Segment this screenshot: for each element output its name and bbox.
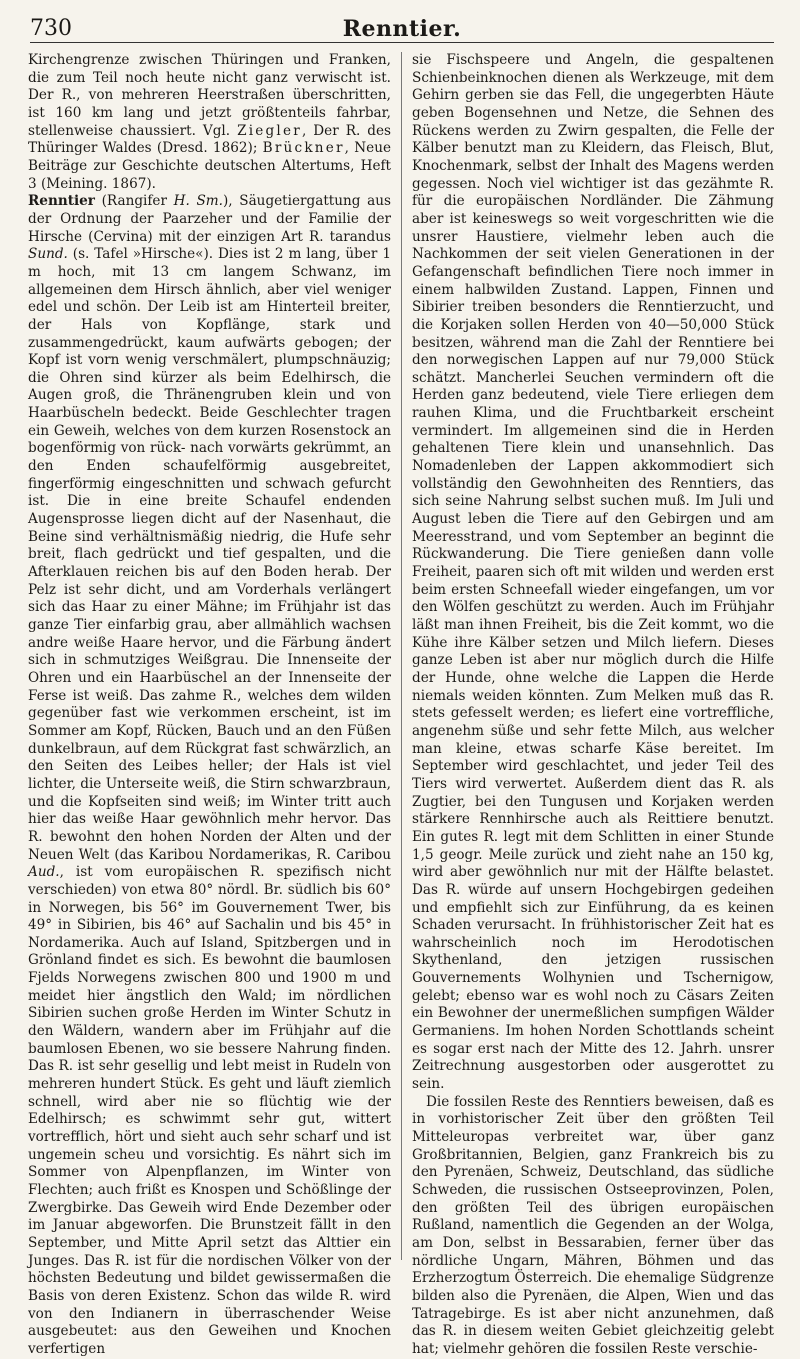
left-column bbox=[28, 52, 391, 1359]
author-name: Ziegler bbox=[237, 122, 302, 139]
paragraph-text: ), Säugetiergattung aus der Ordnung der Paarzeher und der Familie der Hirsche (Cervina) mit der einzigen Art R. tarandus bbox=[28, 193, 391, 245]
entry-continuation-paragraph bbox=[28, 52, 391, 193]
running-head: Renntier. bbox=[342, 16, 462, 42]
author-abbrev: Sund. bbox=[28, 246, 68, 263]
right-column bbox=[412, 52, 774, 1359]
paragraph-text: , Der R. des Thüringer Waldes (Dresd. 1862); bbox=[28, 122, 391, 157]
paragraph-text: , Neue Beiträge zur Geschichte deutschen Altertums, Heft 3 (Meining. 1867). bbox=[28, 140, 391, 192]
paragraph-text: (s. Tafel »Hirsche«). Dies ist 2 m lang, über 1 m hoch, mit 13 cm langem Schwanz, im allgemeinen dem Hirsch ähnlich, aber viel weniger edel und schön. Der Leib ist am Hinterteil breiter, der Hals von Kopflänge, stark und zusammengedrückt, kaum aufwärts gebogen; der Kopf ist vorn wenig verschmälert, plumpschnäuzig; die Ohren sind kürzer als beim Edelhirsch, die Augen groß, die Thränengruben klein und von Haarbüscheln bedeckt. Beide Geschlechter tragen ein Geweih, welches von dem kurzen Rosenstock an bogenförmig von rück- nach vorwärts gekrümmt, an den Enden schaufelförmig ausgebreitet, fingerförmig eingeschnitten und schwach gefurcht ist. Die in eine breite Schaufel endenden Augensprosse liegen dicht auf der Nasenhaut, die Beine sind verhältnismäßig niedrig, die Hufe sehr breit, flach gedrückt und tief gespalten, und die Afterklauen reichen bis auf den Boden herab. Der Pelz ist sehr dicht, und am Vorderhals verlängert sich das Haar zu einer Mähne; im Frühjahr ist das ganze Tier einfarbig grau, aber allmählich wachsen andre weiße Haare hervor, und die Färbung ändert sich in schmutziges Weißgrau. Die Innenseite der Ohren und ein Haarbüschel an der Innenseite der Ferse ist weiß. Das zahme R., welches dem wilden gegenüber fast wie verkommen erscheint, ist im Sommer am Kopf, Rücken, Bauch und an den Füßen dunkelbraun, auf dem Rückgrat fast schwärzlich, an den Seiten des Leibes heller; der Hals ist viel lichter, die Unterseite weiß, die Stirn schwarzbraun, und die Kopfseiten sind weiß; im Winter tritt auch hier das weiße Haar gewöhnlich mehr hervor. Das R. bewohnt den hohen Norden der Alten und der Neuen Welt (das Karibou Nordamerikas, R. Caribou bbox=[28, 246, 391, 863]
fossil-remains-paragraph: Die fossilen Reste des Renntiers beweisen, daß es in vorhistorischer Zeit über den größten Teil Mitteleuropas verbreitet war, über ganz Großbritannien, Belgien, ganz Frankreich bis zu den Pyrenäen, Schweiz, Deutschland, das südliche Schweden, die russischen Ostseeprovinzen, Polen, den größten Teil des übrigen europäischen Rußland, namentlich die Gegenden an der Wolga, am Don, selbst in Bessarabien, ferner über das nördliche Ungarn, Mähren, Böhmen und das Erzherzogtum Österreich. Die ehemalige Südgrenze bilden also die Pyrenäen, die Alpen, Wien und das Tatragebirge. Es ist aber nicht anzunehmen, daß das R. in diesem weiten Gebiet gleichzeitig gelebt hat; vielmehr gehören die fossilen Reste verschie- bbox=[412, 1093, 774, 1357]
entry-renntier bbox=[28, 193, 391, 1358]
page-number: 730 bbox=[30, 16, 72, 41]
author-abbrev: H. Sm. bbox=[173, 193, 223, 210]
paragraph-text: , ist vom europäischen R. spezifisch nicht verschieden) von etwa 80° nördl. Br. südlich bis 60° in Norwegen, bis 56° im Gouvernement Twer, bis 49° in Sibirien, bis 46° auf Sachalin und bis 45° in Nordamerika. Auch auf Island, Spitzbergen und in Grönland findet es sich. Es bewohnt die baumlosen Fjelds Norwegens zwischen 800 und 1900 m und meidet hier ängstlich den Wald; im nördlichen Sibirien suchen große Herden im Winter Schutz in den Wäldern, wandern aber im Frühjahr auf die baumlosen Ebenen, wo sie bessere Nahrung finden. Das R. ist sehr gesellig und lebt meist in Rudeln von mehreren hundert Stück. Es geht und läuft ziemlich schnell, wird aber nie so flüchtig wie der Edelhirsch; es schwimmt sehr gut, wittert vortrefflich, hört und sieht auch sehr scharf und ist ungemein scheu und vorsichtig. Es nährt sich im Sommer von Alpenpflanzen, im Winter von Flechten; auch frißt es Knospen und Schößlinge der Zwergbirke. Das Geweih wird Ende Dezember oder im Januar abgeworfen. Die Brunstzeit fällt in den September, und Mitte April setzt das Alttier ein Junges. Das R. ist für die nordischen Völker von der höchsten Bedeutung und bildet gewissermaßen die Basis von deren Existenz. Schon das wilde R. wird von den Indianern in überraschender Weise ausgebeutet: aus den Geweihen und Knochen verfertigen bbox=[28, 864, 391, 1357]
column-divider bbox=[401, 52, 402, 1260]
entry-lemma: Renntier bbox=[28, 193, 95, 210]
author-name: Brückner bbox=[262, 140, 345, 157]
header-rule bbox=[30, 42, 774, 43]
paragraph-text: (Rangifer bbox=[94, 193, 174, 210]
paragraph-text: Kirchengrenze zwischen Thüringen und Franken, die zum Teil noch heute nicht ganz verwischt ist. Der R., von mehreren Heerstraßen überschritten, ist 160 km lang und jetzt größtenteils fahrbar, stellenweise chaussiert. Vgl. bbox=[28, 52, 391, 139]
author-abbrev: Aud. bbox=[28, 864, 60, 881]
entry-continuation-paragraph: sie Fischspeere und Angeln, die gespaltenen Schienbeinknochen dienen als Werkzeuge, mit dem Gehirn gerben sie das Fell, die ungegerbten Häute geben Bogensehnen und Netze, die Sehnen des Rückens werden zu Zwirn gespalten, die Felle der Kälber benutzt man zu Kleidern, das Fleisch, Blut, Knochenmark, selbst der Inhalt des Magens werden gegessen. Noch viel wichtiger ist das gezähmte R. für die europäischen Nordländer. Die Zähmung aber ist keineswegs so weit vorgeschritten wie die unsrer Haustiere, vielmehr leben auch die Nachkommen der seit vielen Generationen in der Gefangenschaft befindlichen Tiere noch immer in einem halbwilden Zustand. Lappen, Finnen und Sibirier treiben besonders die Renntierzucht, und die Korjaken sollen Herden von 40—50,000 Stück besitzen, während man die Zahl der Renntiere bei den norwegischen Lappen auf nur 79,000 Stück schätzt. Mancherlei Seuchen vermindern oft die Herden ganz bedeutend, viele Tiere erliegen dem rauhen Klima, und die Fruchtbarkeit erscheint vermindert. Im allgemeinen sind die in Herden gehaltenen Tiere klein und unansehnlich. Das Nomadenleben der Lappen akkommodiert sich vollständig den Gewohnheiten des Renntiers, das sich seine Nahrung selbst suchen muß. Im Juli und August leben die Tiere auf den Gebirgen und am Meeresstrand, und vom September an beginnt die Rückwanderung. Die Tiere genießen dann volle Freiheit, paaren sich oft mit wilden und werden erst beim ersten Schneefall wieder eingefangen, um vor den Wölfen geschützt zu werden. Auch im Frühjahr läßt man ihnen Freiheit, bis die Zeit kommt, wo die Kühe ihre Kälber setzen und Milch liefern. Dieses ganze Leben ist aber nur möglich durch die Hilfe der Hunde, ohne welche die Lappen die Herde niemals weiden könnten. Zum Melken muß das R. stets gefesselt werden; es liefert eine vortreffliche, angenehm süße und sehr fette Milch, aus welcher man kleine, etwas scharfe Käse bereitet. Im September wird geschlachtet, und jeder Teil des Tiers wird verwertet. Außerdem dient das R. als Zugtier, bei den Tungusen und Korjaken werden stärkere Rennhirsche auch als Reittiere benutzt. Ein gutes R. legt mit dem Schlitten in einer Stunde 1,5 geogr. Meile zurück und zieht nahe an 150 kg, wird aber gewöhnlich nur mit der Hälfte belastet. Das R. würde auf unsern Hochgebirgen gedeihen und empfiehlt sich zur Einführung, da es keinen Schaden verursacht. In frühhistorischer Zeit hat es wahrscheinlich noch im Herodotischen Skythenland, den jetzigen russischen Gouvernements Wolhynien und Tschernigow, gelebt; ebenso war es wohl noch zu Cäsars Zeiten ein Bewohner der unermeßlichen sumpfigen Wälder Germaniens. Im hohen Norden Schottlands scheint es sogar erst nach der Mitte des 12. Jahrh. unsrer Zeitrechnung ausgestorben oder ausgerottet zu sein. bbox=[412, 52, 774, 1093]
page-header bbox=[30, 14, 774, 50]
